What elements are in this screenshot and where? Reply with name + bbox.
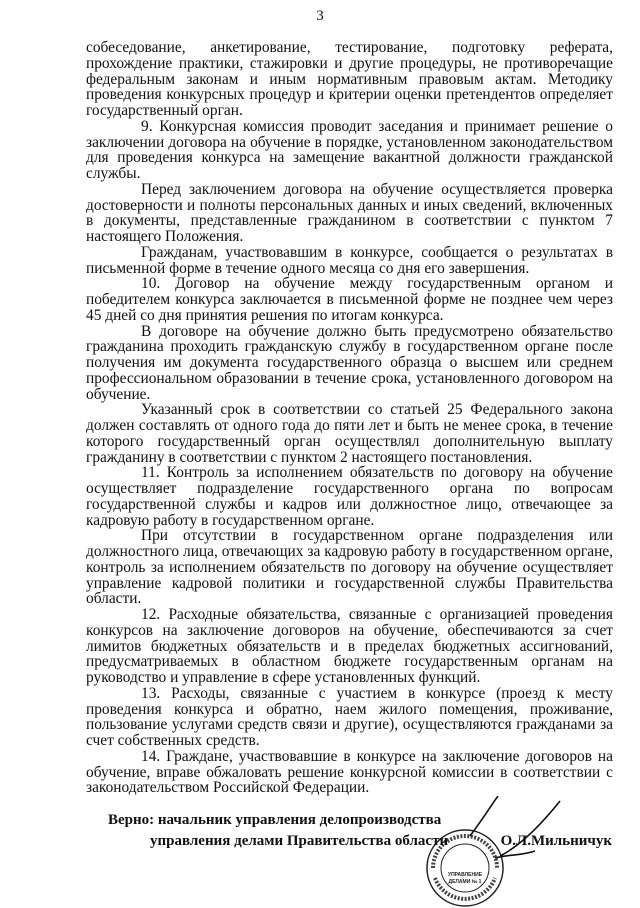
paragraph: 10. Договор на обучение между государственным органом и победителем конкурса заключается в письменной форме не позднее чем через 45 дней со дня принятия решения по итогам конкурса. — [86, 275, 613, 324]
signatory-name: О.Л.Мильничук — [500, 833, 612, 849]
paragraph: 14. Граждане, участвовавшие в конкурсе на заключение договоров на обучение, вправе обжаловать решение конкурсной комиссии в соответствии с законодательством Российской Федерации. — [86, 747, 613, 797]
signature-block — [0, 812, 640, 907]
paragraph: Перед заключением договора на обучение осуществляется проверка достоверности и полноты персональных данных и иных сведений, включенных в документы, представленные гражданином в соответствии с пунктом 7 настоящего Положения. — [86, 180, 613, 245]
svg-text:УПРАВЛЕНИЕ: УПРАВЛЕНИЕ — [447, 872, 483, 878]
signature-title-line2: управления делами Правительства области — [150, 833, 449, 849]
paragraph: собеседование, анкетирование, тестирование, подготовку реферата, прохождение практики, стажировки и другие процедуры, не противоречащие федеральным законам и иным нормативным правовым актам. Методику проведения конкурсных процедур и критерии оценки претендентов определяет государственный орган. — [86, 39, 613, 119]
signature-title-line1: Верно: начальник управления делопроизводства — [108, 812, 442, 828]
paragraph: Указанный срок в соответствии со статьей 25 Федерального закона должен составлять от одного года до пяти лет и быть не менее срока, в течение которого государственный орган осуществлял дополнительную выплату гражданину в соответствии с пунктом 2 настоящего постановления. — [86, 401, 613, 466]
paragraph: 11. Контроль за исполнением обязательств по договору на обучение осуществляет подразделение государственного органа по вопросам государственной службы и кадров или должностное лицо, отвечающее за кадровую работу в государственном органе. — [86, 464, 613, 529]
paragraph: При отсутствии в государственном органе подразделения или должностного лица, отвечающих за кадровую работу в государственном органе, контроль за исполнением обязательств по договору на обучение осуществляет управление кадровой политики и государственной службы Правительства области. — [86, 527, 613, 608]
document-body — [86, 40, 613, 796]
paragraph: 12. Расходные обязательства, связанные с организацией проведения конкурсов на заключение договоров на обучение, обеспечиваются за счет лимитов бюджетных обязательств и в пределах бюджетных ассигнований, предусматриваемых в областном бюджете государственным органам на руководство и управление в сфере установленных функций. — [86, 606, 613, 686]
paragraph: Гражданам, участвовавшим в конкурсе, сообщается о результатах в письменной форме в течение одного месяца со дня его завершения. — [86, 243, 613, 277]
paragraph: 9. Конкурсная комиссия проводит заседания и принимает решение о заключении договора на обучение в порядке, установленном законодательством для проведения конкурса на замещение вакантной должности гражданской службы. — [86, 117, 613, 182]
paragraph: В договоре на обучение должно быть предусмотрено обязательство гражданина проходить гражданскую службу в государственном органе после получения им документа государственного образца о высшем или среднем профессиональном образовании в течение срока, установленного договором на обучение. — [86, 322, 613, 403]
page-content — [0, 40, 640, 907]
page-number: 3 — [316, 8, 324, 24]
paragraph: 13. Расходы, связанные с участием в конкурсе (проезд к месту проведения конкурса и обратно, наем жилого помещения, проживание, пользование услугами средств связи и другие), осуществляются гражданами за счет собственных средств. — [86, 684, 613, 749]
handwritten-signature — [440, 796, 570, 866]
svg-text:ДЕЛАМИ № 1: ДЕЛАМИ № 1 — [448, 879, 482, 885]
